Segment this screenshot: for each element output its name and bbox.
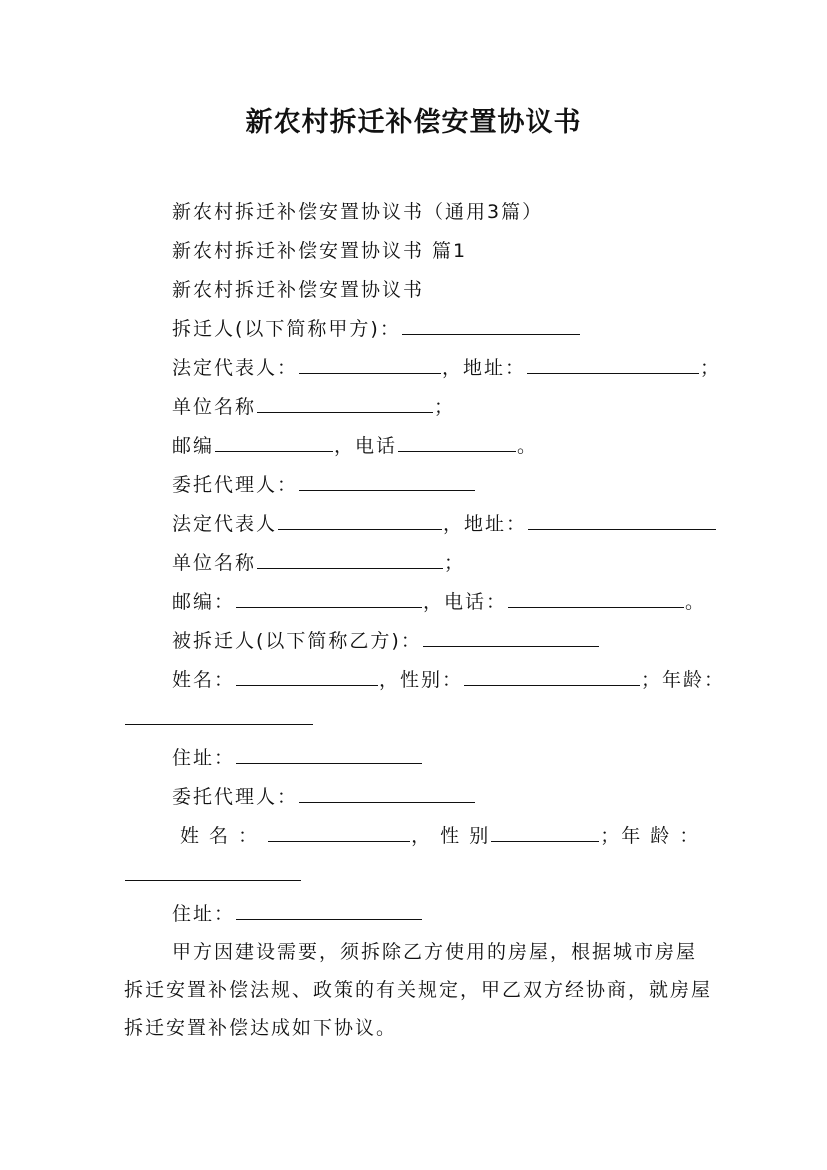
fill-blank [464, 666, 640, 686]
doc-line-a-legal-rep-2 [172, 510, 717, 538]
fill-blank [236, 900, 422, 920]
line-label: 单位名称 [172, 552, 257, 574]
line-label: 委托代理人： [172, 786, 299, 808]
fill-blank [398, 432, 516, 452]
fill-blank [236, 744, 422, 764]
doc-line-a-unit-name [172, 393, 455, 421]
line-label: 委托代理人： [172, 474, 299, 496]
fill-blank [257, 549, 443, 569]
fill-blank [257, 393, 433, 413]
line-label: 法定代表人： [172, 357, 299, 379]
doc-line-b-agent-name-gender-age [180, 822, 700, 850]
line-label: ，电话 [334, 435, 398, 457]
fill-blank [268, 822, 410, 842]
line-label: ， 性 别 [411, 825, 491, 847]
line-label: ，性别： [379, 669, 464, 691]
line-label: 住址： [172, 747, 236, 769]
line-label: 单位名称 [172, 396, 257, 418]
fill-blank [508, 588, 684, 608]
line-label: ；年 龄 ： [600, 825, 701, 847]
doc-line-collection-title [172, 198, 543, 226]
line-label: 邮编 [172, 435, 215, 457]
line-punct: 。 [685, 591, 707, 613]
doc-line-b-age-blank [124, 705, 314, 733]
line-punct: ； [700, 357, 722, 379]
fill-blank [299, 354, 441, 374]
doc-line-a-postcode [172, 432, 538, 460]
doc-line-a-legal-rep [172, 354, 721, 382]
line-label: ，电话： [423, 591, 508, 613]
line-label: 被拆迁人(以下简称乙方)： [172, 630, 422, 652]
line-label: 拆迁人(以下简称甲方)： [172, 318, 401, 340]
line-label: 邮编： [172, 591, 236, 613]
doc-line-b-agent-age-blank [124, 861, 302, 889]
fill-blank [402, 315, 580, 335]
doc-line-part-heading [172, 237, 467, 265]
line-label: ，地址： [442, 357, 527, 379]
line-punct: ； [434, 396, 456, 418]
document-title: 新农村拆迁补偿安置协议书 [245, 107, 582, 138]
line-label: 住址： [172, 903, 236, 925]
fill-blank [125, 861, 301, 881]
line-text: 新农村拆迁补偿安置协议书（通用3篇） [172, 201, 544, 223]
doc-line-party-a [172, 315, 581, 343]
line-label: ；年龄： [641, 669, 726, 691]
fill-blank [527, 354, 699, 374]
line-label: 法定代表人 [172, 513, 278, 535]
fill-blank [491, 822, 599, 842]
doc-line-agreement-name [172, 276, 424, 304]
line-text: 新农村拆迁补偿安置协议书 篇1 [172, 240, 468, 262]
line-label: 姓名： [172, 669, 236, 691]
doc-line-party-b [172, 627, 600, 655]
doc-line-b-name-gender-age [172, 666, 725, 694]
line-punct: 。 [517, 435, 539, 457]
doc-line-b-agent-address [172, 900, 423, 928]
doc-line-a-unit-name-2 [172, 549, 465, 577]
line-punct: ； [444, 552, 466, 574]
fill-blank [125, 705, 313, 725]
fill-blank [299, 783, 475, 803]
doc-line-a-postcode-2 [172, 588, 706, 616]
fill-blank [278, 510, 442, 530]
line-label: ，地址： [443, 513, 528, 535]
fill-blank [215, 432, 333, 452]
line-text: 新农村拆迁补偿安置协议书 [172, 279, 425, 301]
line-label: 姓 名 ： [180, 825, 260, 847]
fill-blank [299, 471, 475, 491]
fill-blank [423, 627, 599, 647]
fill-blank [528, 510, 716, 530]
fill-blank [236, 588, 422, 608]
agreement-preamble-paragraph: 甲方因建设需要，须拆除乙方使用的房屋，根据城市房屋拆迁安置补偿法规、政策的有关规定，甲乙双方经协商，就房屋拆迁安置补偿达成如下协议。 [124, 941, 713, 1039]
doc-line-b-address [172, 744, 423, 772]
doc-line-b-agent [172, 783, 476, 811]
fill-blank [236, 666, 378, 686]
doc-line-a-agent [172, 471, 476, 499]
